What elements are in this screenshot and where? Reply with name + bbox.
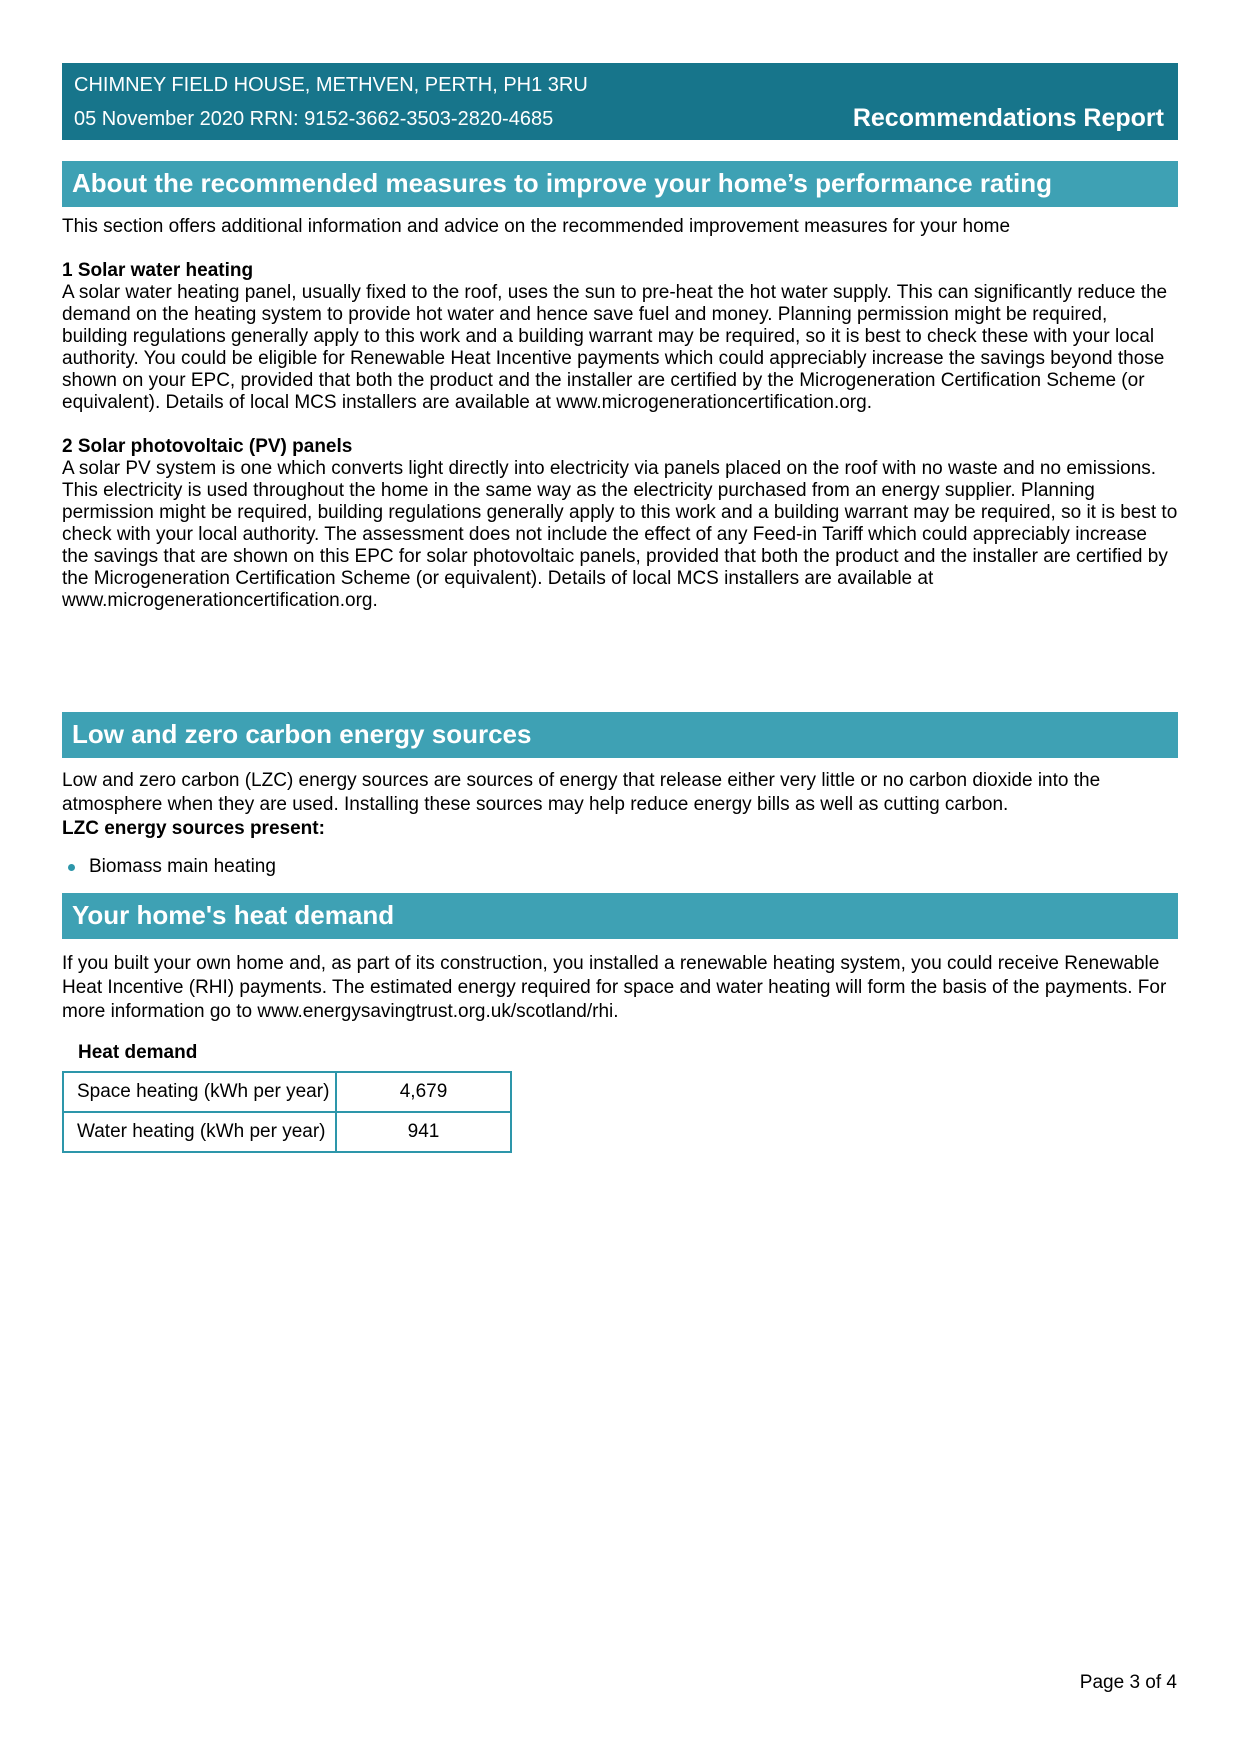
heat-demand-table-title: Heat demand bbox=[78, 1042, 198, 1063]
table-row bbox=[63, 1112, 511, 1152]
bullet-icon bbox=[68, 864, 75, 871]
heat-demand-table bbox=[62, 1071, 512, 1153]
about-intro-text: This section offers additional information and advice on the recommended improvement measures for your home bbox=[62, 216, 1011, 237]
table-row bbox=[63, 1072, 511, 1112]
space-heating-value: 4,679 bbox=[336, 1072, 511, 1112]
water-heating-value: 941 bbox=[336, 1112, 511, 1152]
measure-solar-pv-panels bbox=[0, 436, 1240, 612]
date-and-rrn: 05 November 2020 RRN: 9152-3662-3503-2820-4685 bbox=[74, 108, 554, 130]
section-title-about-measures: About the recommended measures to improve your home’s performance rating bbox=[62, 161, 1178, 207]
report-title: Recommendations Report bbox=[852, 104, 1164, 132]
measure-1-heading: 1 Solar water heating bbox=[62, 260, 254, 281]
property-address: CHIMNEY FIELD HOUSE, METHVEN, PERTH, PH1 3RU bbox=[74, 74, 588, 96]
lzc-body-text: Low and zero carbon (LZC) energy sources are sources of energy that release either very little or no carbon dioxide into the atmosphere when they are used. Installing these sources may help reduce energy bills as well as cutting carbon. bbox=[62, 770, 1101, 815]
header-left-block bbox=[74, 72, 588, 132]
section-title-heat-demand: Your home's heat demand bbox=[62, 893, 1178, 939]
lzc-present-label: LZC energy sources present: bbox=[62, 818, 325, 839]
page-number: Page 3 of 4 bbox=[1079, 1672, 1177, 1693]
lzc-sources-list bbox=[62, 855, 1178, 879]
section-title-lzc: Low and zero carbon energy sources bbox=[62, 712, 1178, 758]
heat-demand-body-text: If you built your own home and, as part of its construction, you installed a renewable heating system, you could receive Renewable Heat Incentive (RHI) payments. The estimated energy required for space and water heating will form the basis of the payments. For more information go to www.energysavingtrust.org.uk/scotland/rhi. bbox=[62, 953, 1167, 1022]
measure-solar-water-heating bbox=[0, 260, 1240, 414]
measure-1-body: A solar water heating panel, usually fixed to the roof, uses the sun to pre-heat the hot water supply. This can significantly reduce the demand on the heating system to provide hot water and hence save fuel and money. Planning permission might be required, building regulations generally apply to this work and a building warrant may be required, so it is best to check these with your local authority. You could be eligible for Renewable Heat Incentive payments which could appreciably increase the savings beyond those shown on your EPC, provided that both the product and the installer are certified by the Microgeneration Certification Scheme (or equivalent). Details of local MCS installers are available at www.microgenerationcertification.org. bbox=[62, 282, 1168, 413]
list-item bbox=[62, 855, 1178, 879]
measure-2-heading: 2 Solar photovoltaic (PV) panels bbox=[62, 436, 353, 457]
water-heating-label: Water heating (kWh per year) bbox=[63, 1112, 336, 1152]
document-header bbox=[62, 63, 1178, 140]
lzc-source-label: Biomass main heating bbox=[89, 856, 276, 877]
space-heating-label: Space heating (kWh per year) bbox=[63, 1072, 336, 1112]
measure-2-body: A solar PV system is one which converts light directly into electricity via panels placed on the roof with no waste and no emissions. This electricity is used throughout the home in the same way as the electricity purchased from an energy supplier. Planning permission might be required, building regulations generally apply to this work and a building warrant may be required, so it is best to check with your local authority. The assessment does not include the effect of any Feed-in Tariff which could appreciably increase the savings that are shown on this EPC for solar photovoltaic panels, provided that both the product and the installer are certified by the Microgeneration Certification Scheme (or equivalent). Details of local MCS installers are available at www.microgenerationcertification.org. bbox=[62, 458, 1178, 611]
